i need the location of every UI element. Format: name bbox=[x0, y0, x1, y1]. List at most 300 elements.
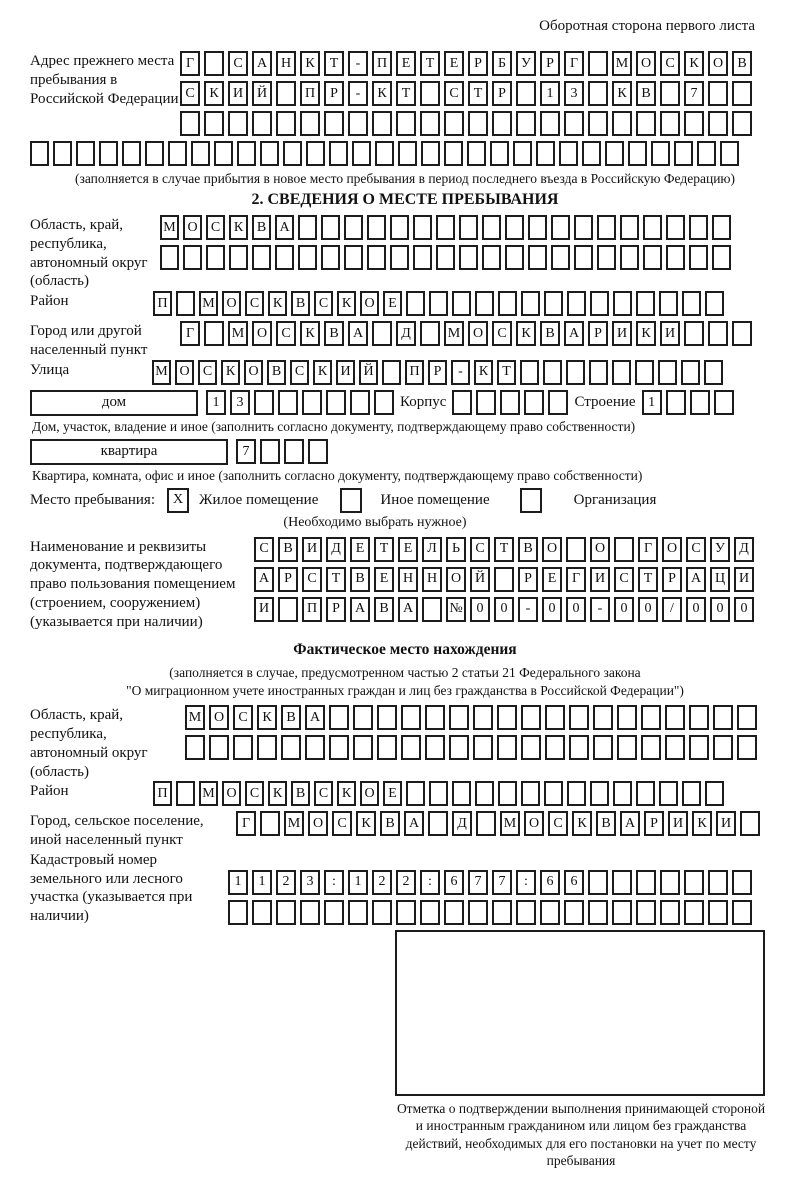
char-cell[interactable]: О bbox=[542, 537, 562, 562]
char-cell[interactable]: Ц bbox=[710, 567, 730, 592]
char-cell[interactable]: Т bbox=[324, 51, 344, 76]
char-cell[interactable]: 6 bbox=[540, 870, 560, 895]
char-cell[interactable] bbox=[684, 900, 704, 925]
char-cell[interactable]: 0 bbox=[638, 597, 658, 622]
char-cell[interactable]: Й bbox=[359, 360, 378, 385]
char-cell[interactable] bbox=[620, 245, 639, 270]
char-cell[interactable] bbox=[651, 141, 670, 166]
char-cell[interactable] bbox=[372, 111, 392, 136]
char-cell[interactable] bbox=[569, 705, 589, 730]
char-cell[interactable]: К bbox=[692, 811, 712, 836]
char-cell[interactable]: 6 bbox=[564, 870, 584, 895]
char-cell[interactable]: 0 bbox=[494, 597, 514, 622]
char-cell[interactable] bbox=[467, 141, 486, 166]
char-cell[interactable]: С bbox=[332, 811, 352, 836]
char-cell[interactable] bbox=[564, 111, 584, 136]
char-cell[interactable] bbox=[353, 735, 373, 760]
char-cell[interactable] bbox=[660, 111, 680, 136]
char-cell[interactable] bbox=[367, 245, 386, 270]
char-cell[interactable]: М bbox=[284, 811, 304, 836]
char-cell[interactable]: К bbox=[474, 360, 493, 385]
char-cell[interactable]: 2 bbox=[396, 870, 416, 895]
char-cell[interactable] bbox=[324, 111, 344, 136]
char-cell[interactable] bbox=[732, 81, 752, 106]
char-cell[interactable] bbox=[204, 51, 224, 76]
char-cell[interactable] bbox=[597, 215, 616, 240]
char-cell[interactable] bbox=[674, 141, 693, 166]
char-cell[interactable]: Г bbox=[236, 811, 256, 836]
char-cell[interactable] bbox=[422, 597, 442, 622]
char-cell[interactable]: К bbox=[229, 215, 248, 240]
char-cell[interactable] bbox=[233, 735, 253, 760]
char-cell[interactable]: М bbox=[152, 360, 171, 385]
char-cell[interactable] bbox=[429, 291, 448, 316]
char-cell[interactable]: П bbox=[153, 291, 172, 316]
char-cell[interactable] bbox=[521, 735, 541, 760]
char-cell[interactable]: В bbox=[291, 291, 310, 316]
char-cell[interactable] bbox=[260, 141, 279, 166]
char-cell[interactable] bbox=[521, 291, 540, 316]
char-cell[interactable]: Л bbox=[422, 537, 442, 562]
char-cell[interactable] bbox=[214, 141, 233, 166]
char-cell[interactable]: 0 bbox=[734, 597, 754, 622]
char-cell[interactable] bbox=[367, 215, 386, 240]
char-cell[interactable]: Т bbox=[374, 537, 394, 562]
char-cell[interactable] bbox=[520, 360, 539, 385]
char-cell[interactable] bbox=[628, 141, 647, 166]
char-cell[interactable] bbox=[500, 390, 520, 415]
char-cell[interactable]: С bbox=[290, 360, 309, 385]
char-cell[interactable] bbox=[420, 81, 440, 106]
char-cell[interactable]: Н bbox=[276, 51, 296, 76]
char-cell[interactable]: С bbox=[276, 321, 296, 346]
char-cell[interactable] bbox=[375, 141, 394, 166]
char-cell[interactable] bbox=[682, 781, 701, 806]
char-cell[interactable] bbox=[275, 245, 294, 270]
char-cell[interactable] bbox=[252, 900, 272, 925]
char-cell[interactable] bbox=[305, 735, 325, 760]
char-cell[interactable] bbox=[705, 291, 724, 316]
char-cell[interactable] bbox=[659, 291, 678, 316]
char-cell[interactable]: 1 bbox=[228, 870, 248, 895]
char-cell[interactable]: Е bbox=[383, 781, 402, 806]
char-cell[interactable] bbox=[498, 781, 517, 806]
char-cell[interactable]: С bbox=[254, 537, 274, 562]
char-cell[interactable] bbox=[708, 81, 728, 106]
char-cell[interactable]: 0 bbox=[566, 597, 586, 622]
char-cell[interactable] bbox=[228, 111, 248, 136]
char-cell[interactable] bbox=[475, 781, 494, 806]
char-cell[interactable]: М bbox=[500, 811, 520, 836]
char-cell[interactable] bbox=[160, 245, 179, 270]
char-cell[interactable]: П bbox=[302, 597, 322, 622]
char-cell[interactable] bbox=[681, 360, 700, 385]
char-cell[interactable] bbox=[660, 870, 680, 895]
char-cell[interactable] bbox=[732, 111, 752, 136]
char-cell[interactable] bbox=[684, 870, 704, 895]
char-cell[interactable] bbox=[690, 390, 710, 415]
char-cell[interactable]: И bbox=[734, 567, 754, 592]
char-cell[interactable] bbox=[593, 705, 613, 730]
char-cell[interactable]: К bbox=[636, 321, 656, 346]
char-cell[interactable]: Г bbox=[564, 51, 584, 76]
char-cell[interactable] bbox=[377, 705, 397, 730]
char-cell[interactable] bbox=[551, 215, 570, 240]
char-cell[interactable]: О bbox=[468, 321, 488, 346]
char-cell[interactable] bbox=[390, 245, 409, 270]
char-cell[interactable] bbox=[482, 215, 501, 240]
char-cell[interactable] bbox=[420, 321, 440, 346]
char-cell[interactable]: 6 bbox=[444, 870, 464, 895]
char-cell[interactable] bbox=[567, 781, 586, 806]
char-cell[interactable]: С bbox=[614, 567, 634, 592]
char-cell[interactable] bbox=[641, 705, 661, 730]
char-cell[interactable] bbox=[712, 245, 731, 270]
char-cell[interactable]: 3 bbox=[230, 390, 250, 415]
char-cell[interactable] bbox=[528, 245, 547, 270]
char-cell[interactable] bbox=[612, 111, 632, 136]
char-cell[interactable] bbox=[344, 215, 363, 240]
char-cell[interactable]: М bbox=[199, 291, 218, 316]
char-cell[interactable]: К bbox=[337, 291, 356, 316]
char-cell[interactable]: О bbox=[175, 360, 194, 385]
char-cell[interactable] bbox=[145, 141, 164, 166]
char-cell[interactable]: 0 bbox=[686, 597, 706, 622]
char-cell[interactable]: Д bbox=[734, 537, 754, 562]
char-cell[interactable] bbox=[497, 735, 517, 760]
char-cell[interactable]: В bbox=[281, 705, 301, 730]
char-cell[interactable]: В bbox=[278, 537, 298, 562]
char-cell[interactable] bbox=[372, 321, 392, 346]
char-cell[interactable]: Г bbox=[638, 537, 658, 562]
char-cell[interactable] bbox=[636, 870, 656, 895]
char-cell[interactable] bbox=[390, 215, 409, 240]
char-cell[interactable] bbox=[300, 111, 320, 136]
char-cell[interactable]: М bbox=[612, 51, 632, 76]
char-cell[interactable] bbox=[708, 111, 728, 136]
char-cell[interactable] bbox=[516, 81, 536, 106]
char-cell[interactable] bbox=[660, 900, 680, 925]
char-cell[interactable] bbox=[540, 900, 560, 925]
char-cell[interactable] bbox=[401, 735, 421, 760]
char-cell[interactable] bbox=[740, 811, 760, 836]
char-cell[interactable] bbox=[209, 735, 229, 760]
char-cell[interactable]: В bbox=[596, 811, 616, 836]
char-cell[interactable]: О bbox=[308, 811, 328, 836]
char-cell[interactable] bbox=[620, 215, 639, 240]
char-cell[interactable]: Р bbox=[540, 51, 560, 76]
char-cell[interactable] bbox=[329, 141, 348, 166]
char-cell[interactable]: И bbox=[254, 597, 274, 622]
char-cell[interactable]: А bbox=[275, 215, 294, 240]
char-cell[interactable]: К bbox=[257, 705, 277, 730]
char-cell[interactable] bbox=[566, 537, 586, 562]
char-cell[interactable]: - bbox=[590, 597, 610, 622]
char-cell[interactable]: С bbox=[198, 360, 217, 385]
char-cell[interactable] bbox=[605, 141, 624, 166]
char-cell[interactable] bbox=[658, 360, 677, 385]
char-cell[interactable]: А bbox=[564, 321, 584, 346]
char-cell[interactable]: Т bbox=[494, 537, 514, 562]
char-cell[interactable]: Е bbox=[374, 567, 394, 592]
char-cell[interactable] bbox=[708, 321, 728, 346]
char-cell[interactable]: 3 bbox=[300, 870, 320, 895]
char-cell[interactable]: 0 bbox=[542, 597, 562, 622]
char-cell[interactable]: : bbox=[420, 870, 440, 895]
char-cell[interactable] bbox=[204, 111, 224, 136]
char-cell[interactable]: 1 bbox=[252, 870, 272, 895]
char-cell[interactable]: Й bbox=[252, 81, 272, 106]
char-cell[interactable] bbox=[713, 735, 733, 760]
char-cell[interactable] bbox=[204, 321, 224, 346]
char-cell[interactable] bbox=[732, 900, 752, 925]
char-cell[interactable] bbox=[30, 141, 49, 166]
char-cell[interactable] bbox=[476, 811, 496, 836]
char-cell[interactable] bbox=[449, 705, 469, 730]
char-cell[interactable]: В bbox=[518, 537, 538, 562]
char-cell[interactable]: Д bbox=[326, 537, 346, 562]
char-cell[interactable] bbox=[732, 321, 752, 346]
char-cell[interactable]: В bbox=[267, 360, 286, 385]
char-cell[interactable]: В bbox=[291, 781, 310, 806]
char-cell[interactable] bbox=[183, 245, 202, 270]
char-cell[interactable]: 1 bbox=[348, 870, 368, 895]
char-cell[interactable]: М bbox=[199, 781, 218, 806]
char-cell[interactable]: В bbox=[636, 81, 656, 106]
char-cell[interactable] bbox=[329, 735, 349, 760]
char-cell[interactable] bbox=[569, 735, 589, 760]
char-cell[interactable] bbox=[436, 245, 455, 270]
char-cell[interactable]: Е bbox=[396, 51, 416, 76]
char-cell[interactable]: Р bbox=[428, 360, 447, 385]
char-cell[interactable]: О bbox=[183, 215, 202, 240]
char-cell[interactable] bbox=[396, 111, 416, 136]
char-cell[interactable]: К bbox=[268, 291, 287, 316]
char-cell[interactable] bbox=[666, 215, 685, 240]
char-cell[interactable] bbox=[473, 735, 493, 760]
char-cell[interactable]: 0 bbox=[470, 597, 490, 622]
char-cell[interactable] bbox=[612, 360, 631, 385]
char-cell[interactable] bbox=[704, 360, 723, 385]
char-cell[interactable] bbox=[545, 705, 565, 730]
char-cell[interactable] bbox=[574, 245, 593, 270]
char-cell[interactable]: Р bbox=[278, 567, 298, 592]
char-cell[interactable] bbox=[281, 735, 301, 760]
checkbox-inoe-pomeshchenie[interactable] bbox=[340, 488, 362, 513]
char-cell[interactable]: К bbox=[204, 81, 224, 106]
char-cell[interactable] bbox=[321, 215, 340, 240]
char-cell[interactable]: О bbox=[209, 705, 229, 730]
char-cell[interactable] bbox=[636, 291, 655, 316]
char-cell[interactable] bbox=[468, 111, 488, 136]
char-cell[interactable]: О bbox=[590, 537, 610, 562]
char-cell[interactable] bbox=[712, 215, 731, 240]
char-cell[interactable] bbox=[564, 900, 584, 925]
char-cell[interactable] bbox=[588, 81, 608, 106]
char-cell[interactable] bbox=[612, 900, 632, 925]
char-cell[interactable] bbox=[99, 141, 118, 166]
char-cell[interactable] bbox=[543, 360, 562, 385]
char-cell[interactable] bbox=[684, 321, 704, 346]
char-cell[interactable] bbox=[492, 111, 512, 136]
char-cell[interactable]: У bbox=[516, 51, 536, 76]
char-cell[interactable] bbox=[344, 245, 363, 270]
char-cell[interactable]: Д bbox=[452, 811, 472, 836]
char-cell[interactable] bbox=[659, 781, 678, 806]
char-cell[interactable]: 1 bbox=[642, 390, 662, 415]
char-cell[interactable] bbox=[459, 245, 478, 270]
char-cell[interactable] bbox=[326, 390, 346, 415]
char-cell[interactable] bbox=[582, 141, 601, 166]
char-cell[interactable]: А bbox=[350, 597, 370, 622]
char-cell[interactable]: А bbox=[620, 811, 640, 836]
char-cell[interactable]: В bbox=[732, 51, 752, 76]
char-cell[interactable] bbox=[298, 215, 317, 240]
char-cell[interactable] bbox=[528, 215, 547, 240]
char-cell[interactable] bbox=[641, 735, 661, 760]
char-cell[interactable]: В bbox=[540, 321, 560, 346]
char-cell[interactable] bbox=[444, 141, 463, 166]
char-cell[interactable] bbox=[260, 439, 280, 464]
char-cell[interactable]: П bbox=[405, 360, 424, 385]
char-cell[interactable]: Е bbox=[350, 537, 370, 562]
char-cell[interactable] bbox=[660, 81, 680, 106]
char-cell[interactable] bbox=[684, 111, 704, 136]
char-cell[interactable] bbox=[429, 781, 448, 806]
char-cell[interactable]: И bbox=[228, 81, 248, 106]
char-cell[interactable] bbox=[708, 870, 728, 895]
char-cell[interactable] bbox=[498, 291, 517, 316]
char-cell[interactable] bbox=[377, 735, 397, 760]
char-cell[interactable] bbox=[300, 900, 320, 925]
char-cell[interactable] bbox=[521, 705, 541, 730]
char-cell[interactable] bbox=[284, 439, 304, 464]
char-cell[interactable] bbox=[689, 735, 709, 760]
char-cell[interactable] bbox=[521, 781, 540, 806]
char-cell[interactable] bbox=[689, 705, 709, 730]
char-cell[interactable]: А bbox=[252, 51, 272, 76]
char-cell[interactable]: А bbox=[348, 321, 368, 346]
char-cell[interactable]: А bbox=[404, 811, 424, 836]
char-cell[interactable] bbox=[321, 245, 340, 270]
char-cell[interactable]: № bbox=[446, 597, 466, 622]
char-cell[interactable]: Е bbox=[398, 537, 418, 562]
char-cell[interactable] bbox=[444, 900, 464, 925]
char-cell[interactable] bbox=[260, 811, 280, 836]
char-cell[interactable] bbox=[276, 111, 296, 136]
char-cell[interactable] bbox=[544, 781, 563, 806]
char-cell[interactable]: М bbox=[444, 321, 464, 346]
char-cell[interactable]: Ь bbox=[446, 537, 466, 562]
char-cell[interactable] bbox=[636, 111, 656, 136]
char-cell[interactable]: Е bbox=[383, 291, 402, 316]
char-cell[interactable]: С bbox=[548, 811, 568, 836]
char-cell[interactable]: Т bbox=[396, 81, 416, 106]
char-cell[interactable]: / bbox=[662, 597, 682, 622]
char-cell[interactable] bbox=[551, 245, 570, 270]
char-cell[interactable]: И bbox=[590, 567, 610, 592]
char-cell[interactable]: В bbox=[380, 811, 400, 836]
char-cell[interactable] bbox=[544, 291, 563, 316]
char-cell[interactable]: О bbox=[636, 51, 656, 76]
char-cell[interactable]: А bbox=[254, 567, 274, 592]
char-cell[interactable]: О bbox=[662, 537, 682, 562]
char-cell[interactable] bbox=[705, 781, 724, 806]
char-cell[interactable] bbox=[505, 215, 524, 240]
char-cell[interactable] bbox=[516, 111, 536, 136]
char-cell[interactable] bbox=[229, 245, 248, 270]
char-cell[interactable] bbox=[372, 900, 392, 925]
char-cell[interactable] bbox=[524, 390, 544, 415]
char-cell[interactable] bbox=[180, 111, 200, 136]
char-cell[interactable] bbox=[567, 291, 586, 316]
char-cell[interactable] bbox=[428, 811, 448, 836]
char-cell[interactable] bbox=[732, 870, 752, 895]
char-cell[interactable] bbox=[302, 390, 322, 415]
char-cell[interactable]: С bbox=[302, 567, 322, 592]
char-cell[interactable] bbox=[185, 735, 205, 760]
char-cell[interactable]: Т bbox=[420, 51, 440, 76]
char-cell[interactable]: Р bbox=[518, 567, 538, 592]
char-cell[interactable] bbox=[452, 291, 471, 316]
char-cell[interactable]: К bbox=[572, 811, 592, 836]
char-cell[interactable] bbox=[665, 705, 685, 730]
char-cell[interactable] bbox=[324, 900, 344, 925]
char-cell[interactable]: 0 bbox=[614, 597, 634, 622]
char-cell[interactable] bbox=[666, 390, 686, 415]
char-cell[interactable]: В bbox=[252, 215, 271, 240]
char-cell[interactable] bbox=[276, 900, 296, 925]
char-cell[interactable] bbox=[589, 360, 608, 385]
char-cell[interactable]: О bbox=[222, 291, 241, 316]
char-cell[interactable]: А bbox=[398, 597, 418, 622]
char-cell[interactable] bbox=[559, 141, 578, 166]
char-cell[interactable]: О bbox=[222, 781, 241, 806]
char-cell[interactable] bbox=[697, 141, 716, 166]
char-cell[interactable] bbox=[636, 781, 655, 806]
char-cell[interactable]: А bbox=[686, 567, 706, 592]
char-cell[interactable] bbox=[413, 215, 432, 240]
char-cell[interactable]: Р bbox=[662, 567, 682, 592]
char-cell[interactable]: Д bbox=[396, 321, 416, 346]
char-cell[interactable] bbox=[176, 781, 195, 806]
char-cell[interactable]: Й bbox=[470, 567, 490, 592]
char-cell[interactable]: - bbox=[348, 81, 368, 106]
char-cell[interactable] bbox=[473, 705, 493, 730]
char-cell[interactable]: К bbox=[372, 81, 392, 106]
char-cell[interactable] bbox=[636, 900, 656, 925]
char-cell[interactable] bbox=[436, 215, 455, 240]
char-cell[interactable]: Г bbox=[180, 51, 200, 76]
char-cell[interactable]: С bbox=[180, 81, 200, 106]
char-cell[interactable]: А bbox=[305, 705, 325, 730]
char-cell[interactable] bbox=[168, 141, 187, 166]
char-cell[interactable] bbox=[452, 390, 472, 415]
char-cell[interactable] bbox=[53, 141, 72, 166]
char-cell[interactable]: К bbox=[300, 321, 320, 346]
char-cell[interactable]: : bbox=[324, 870, 344, 895]
char-cell[interactable]: О bbox=[708, 51, 728, 76]
char-cell[interactable] bbox=[396, 900, 416, 925]
char-cell[interactable] bbox=[566, 360, 585, 385]
char-cell[interactable] bbox=[497, 705, 517, 730]
char-cell[interactable]: - bbox=[348, 51, 368, 76]
char-cell[interactable] bbox=[613, 291, 632, 316]
char-cell[interactable]: 2 bbox=[276, 870, 296, 895]
char-cell[interactable] bbox=[713, 705, 733, 730]
char-cell[interactable]: Г bbox=[180, 321, 200, 346]
char-cell[interactable] bbox=[276, 81, 296, 106]
